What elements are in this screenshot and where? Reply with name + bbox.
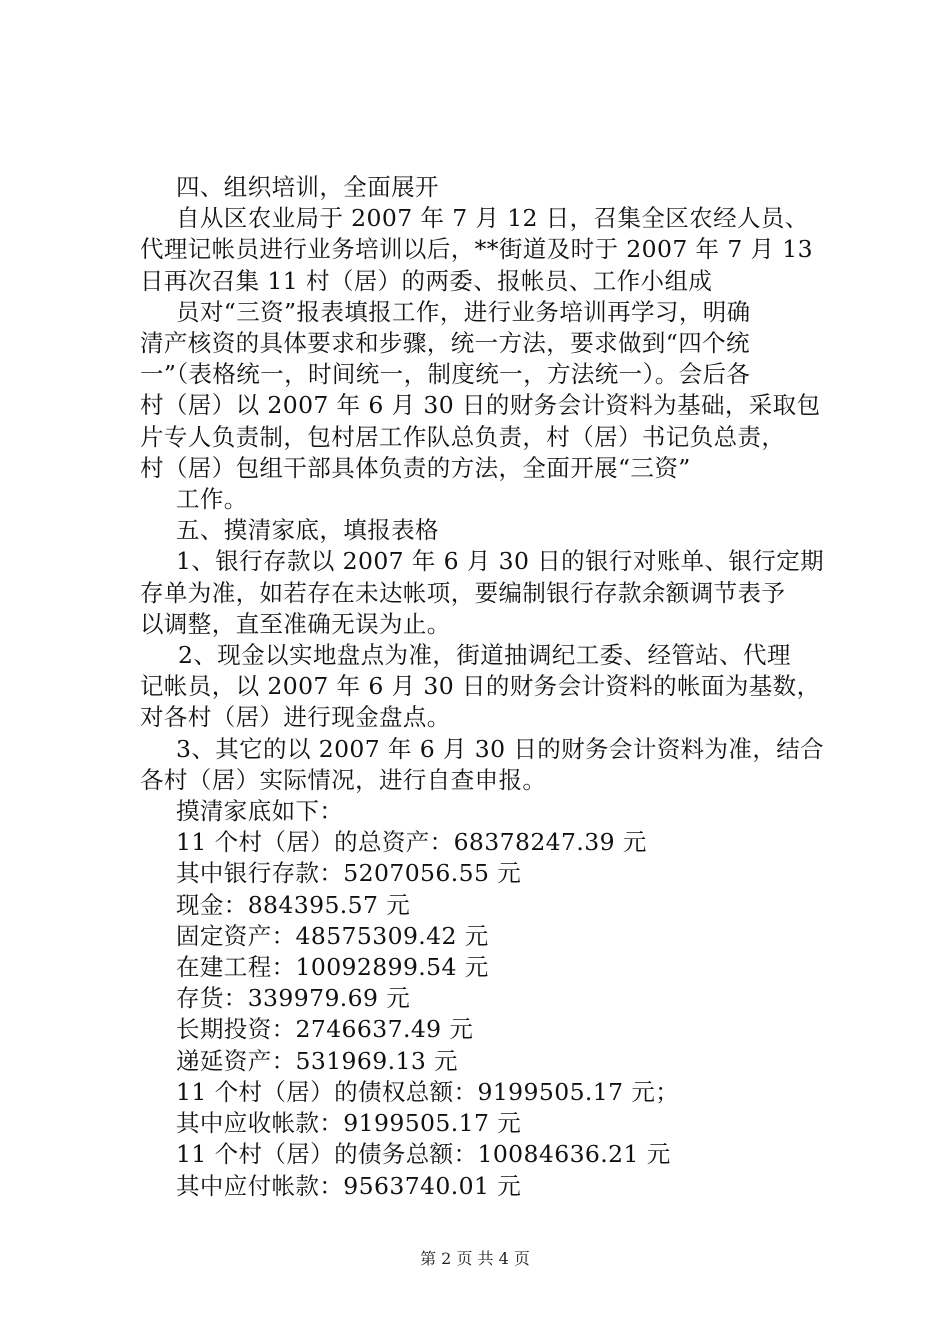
paragraph-line: 清产核资的具体要求和步骤，统一方法，要求做到“四个统 [140,329,750,358]
paragraph-line: 片专人负责制，包村居工作队总负责，村（居）书记负总责， [140,422,786,451]
paragraph-line: 日再次召集 11 村（居）的两委、报帐员、工作小组成 [140,266,713,295]
document-body [140,172,840,1202]
paragraph-line: 一”（表格统一，时间统一，制度统一，方法统一）。会后各 [140,360,751,389]
list-item: 其中银行存款：5207056.55 元 [176,859,522,888]
paragraph-line: 工作。 [176,485,248,514]
paragraph-line: 村（居）包组干部具体负责的方法，全面开展“三资” [140,453,691,482]
list-intro: 摸清家底如下： [176,797,344,826]
list-item: 在建工程：10092899.54 元 [176,953,489,982]
paragraph-line: 存单为准，如若存在未达帐项，要编制银行存款余额调节表予 [140,578,786,607]
paragraph-line: 以调整，直至准确无误为止。 [140,609,451,638]
list-item: 长期投资：2746637.49 元 [176,1015,474,1044]
list-item: 11 个村（居）的债务总额：10084636.21 元 [176,1140,671,1169]
paragraph-line: 3、其它的以 2007 年 6 月 30 日的财务会计资料为准，结合 [176,734,825,763]
list-item: 现金：884395.57 元 [176,890,411,919]
list-item: 递延资产：531969.13 元 [176,1046,458,1075]
section-heading-4: 四、组织培训，全面展开 [176,173,439,201]
paragraph-line: 员对“三资”报表填报工作，进行业务培训再学习，明确 [176,297,751,326]
paragraph-line: 各村（居）实际情况，进行自查申报。 [140,765,547,794]
paragraph-line: 1、银行存款以 2007 年 6 月 30 日的银行对账单、银行定期 [176,547,825,576]
list-item: 其中应付帐款：9563740.01 元 [176,1171,522,1200]
list-item: 固定资产：48575309.42 元 [176,921,489,950]
paragraph-line: 对各村（居）进行现金盘点。 [140,703,451,732]
paragraph-line: 2、现金以实地盘点为准，街道抽调纪工委、经管站、代理 [178,641,791,670]
list-item: 11 个村（居）的债权总额：9199505.17 元； [176,1077,680,1106]
paragraph-line: 村（居）以 2007 年 6 月 30 日的财务会计资料为基础，采取包 [140,391,821,420]
paragraph-line: 代理记帐员进行业务培训以后，**街道及时于 2007 年 7 月 13 [140,235,814,264]
list-item: 11 个村（居）的总资产：68378247.39 元 [176,828,647,857]
page-footer: 第 2 页 共 4 页 [420,1249,530,1268]
list-item: 存货：339979.69 元 [176,984,411,1013]
paragraph-line: 记帐员，以 2007 年 6 月 30 日的财务会计资料的帐面为基数， [140,672,821,701]
list-item: 其中应收帐款：9199505.17 元 [176,1109,522,1138]
paragraph-line: 自从区农业局于 2007 年 7 月 12 日，召集全区农经人员、 [176,204,809,233]
section-heading-5: 五、摸清家底，填报表格 [176,516,439,545]
